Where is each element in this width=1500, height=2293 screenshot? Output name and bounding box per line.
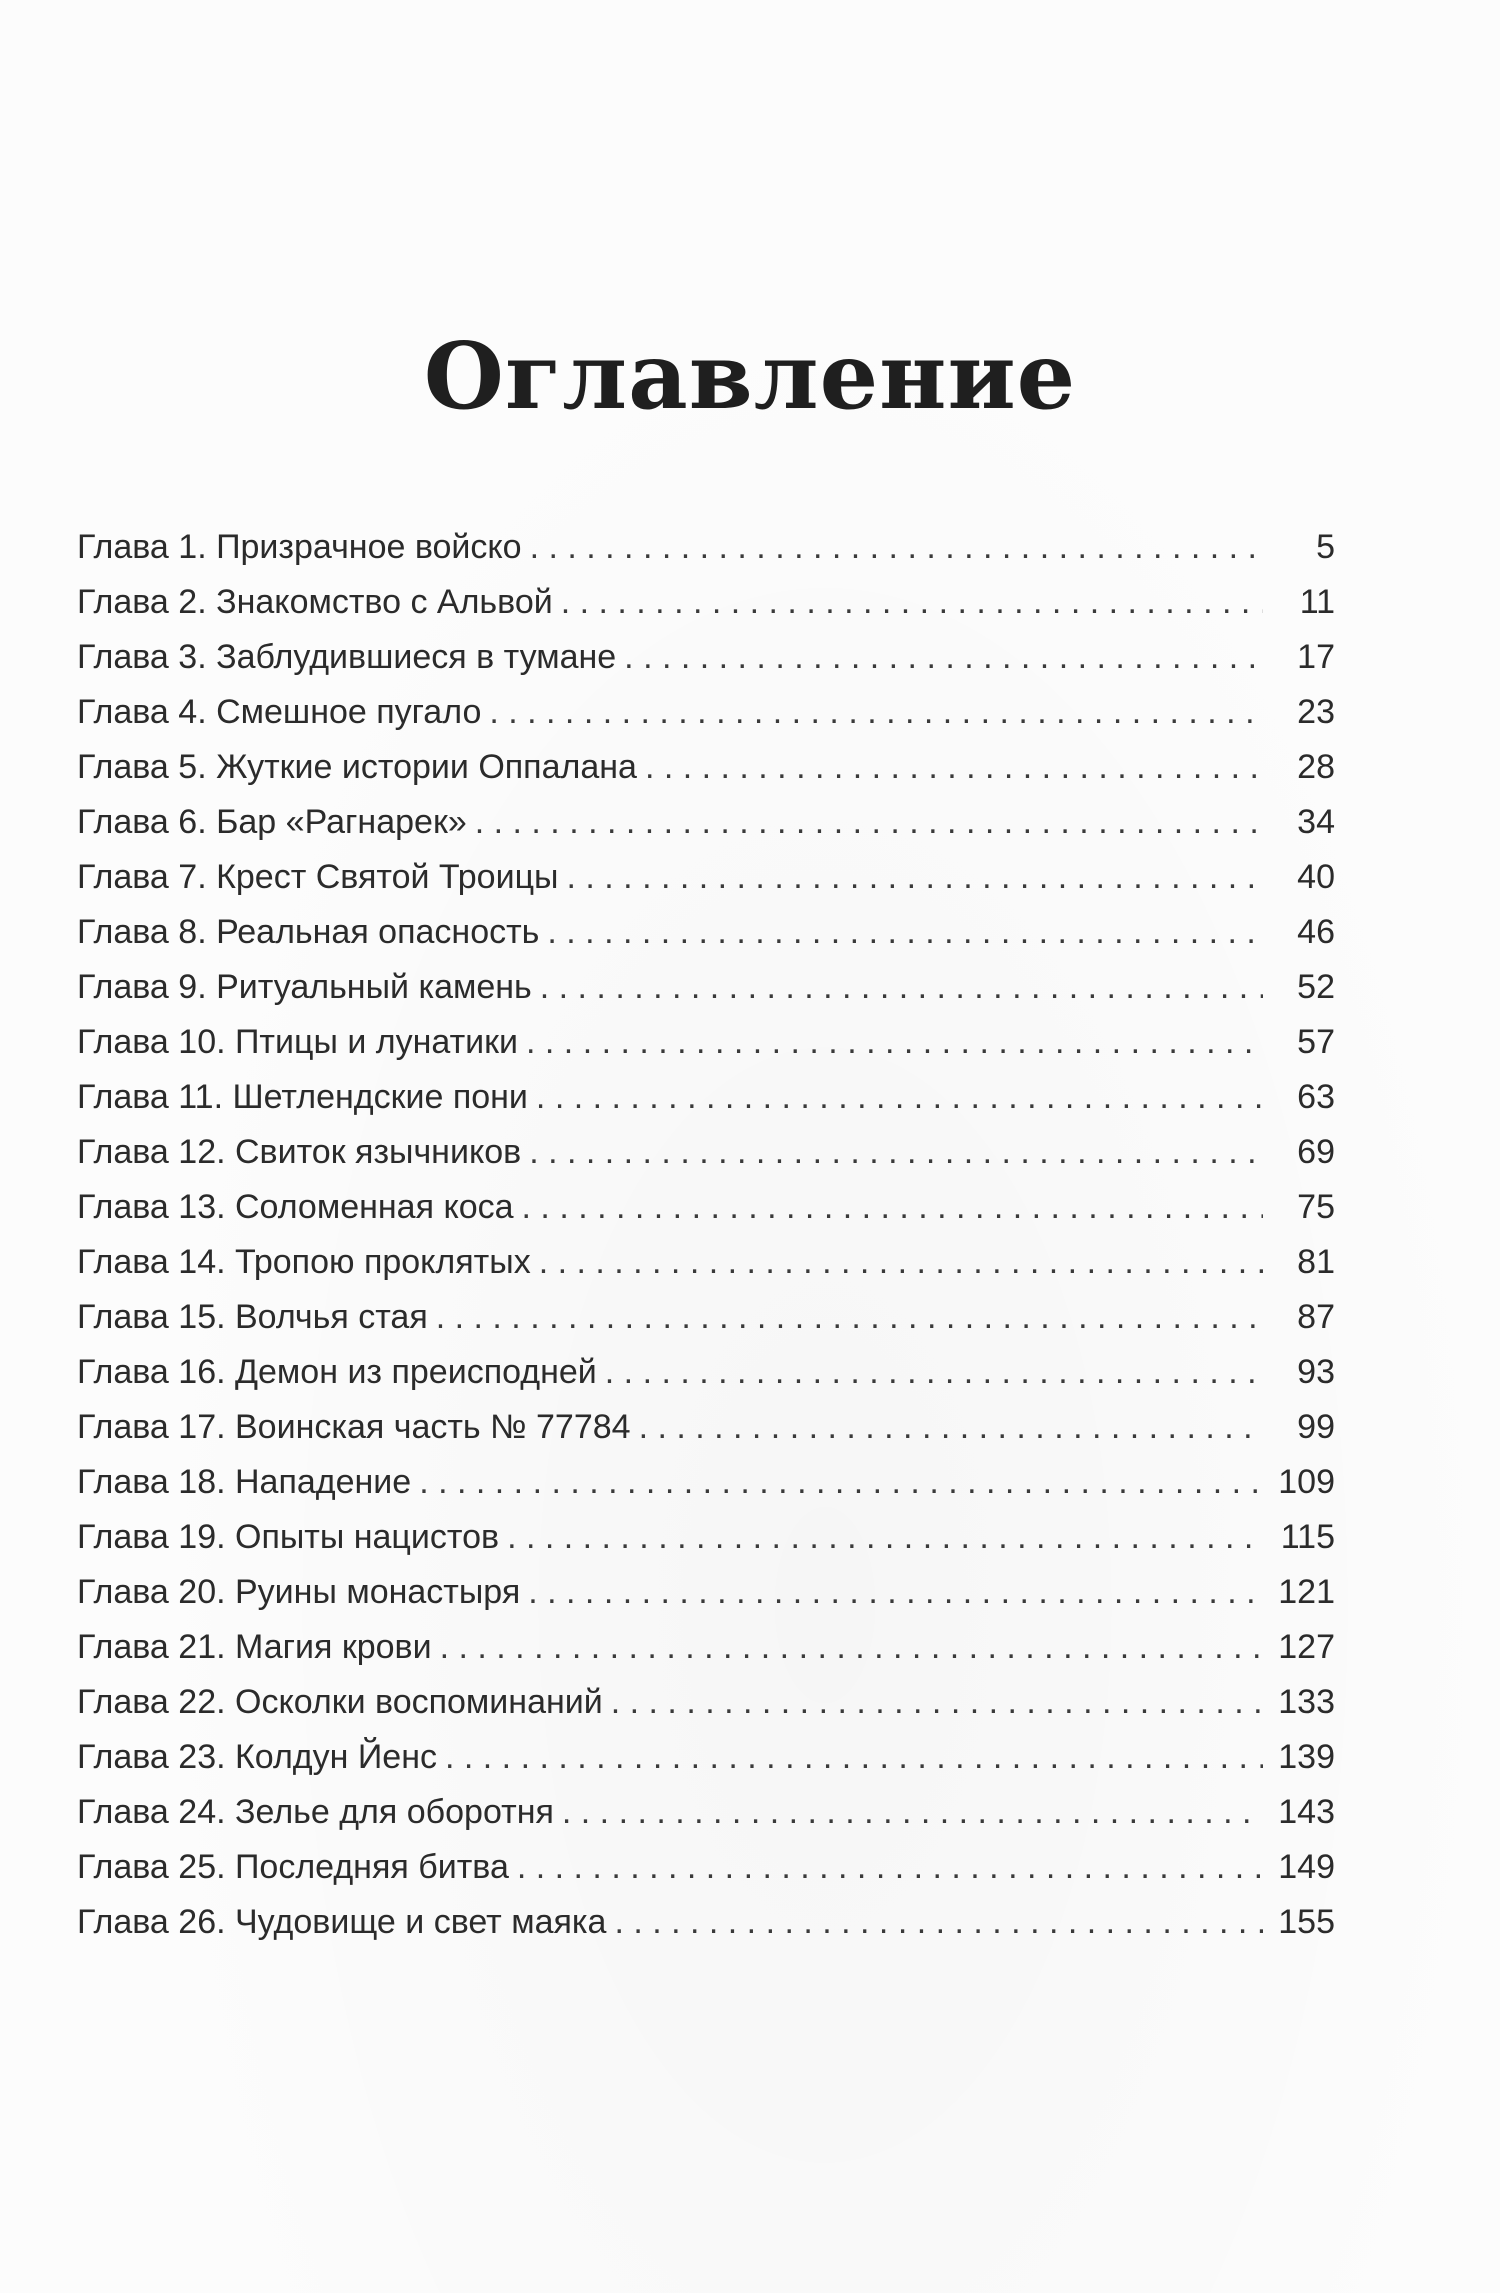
toc-dot-leader — [517, 1840, 1263, 1895]
toc-entry — [77, 1730, 1335, 1785]
toc-chapter-title: Глава 5. Жуткие истории Оппалана — [77, 748, 637, 786]
toc-chapter-title: Глава 4. Смешное пугало — [77, 693, 482, 731]
toc-dot-leader — [624, 630, 1263, 685]
toc-dot-leader — [547, 905, 1263, 960]
toc-entry — [77, 575, 1335, 630]
toc-page-number: 99 — [1297, 1408, 1335, 1446]
toc-entry — [77, 1180, 1335, 1235]
toc-dot-leader — [440, 1620, 1263, 1675]
toc-chapter-title: Глава 14. Тропою проклятых — [77, 1243, 531, 1281]
toc-page-number: 143 — [1278, 1793, 1335, 1831]
toc-chapter-title: Глава 13. Соломенная коса — [77, 1188, 514, 1226]
toc-page-number: 87 — [1297, 1298, 1335, 1336]
toc-page-number: 5 — [1316, 528, 1335, 566]
toc-entry — [77, 905, 1335, 960]
toc-chapter-title: Глава 22. Осколки воспоминаний — [77, 1683, 603, 1721]
toc-entry — [77, 1290, 1335, 1345]
toc-page-number: 28 — [1297, 748, 1335, 786]
toc-page-number: 46 — [1297, 913, 1335, 951]
toc-chapter-title: Глава 17. Воинская часть № 77784 — [77, 1408, 631, 1446]
toc-entry — [77, 520, 1335, 575]
toc-page-number: 133 — [1278, 1683, 1335, 1721]
toc-chapter-title: Глава 1. Призрачное войско — [77, 528, 522, 566]
toc-entry — [77, 1565, 1335, 1620]
toc-page-number: 121 — [1278, 1573, 1335, 1611]
toc-dot-leader — [529, 1125, 1263, 1180]
toc-page-number: 149 — [1278, 1848, 1335, 1886]
toc-page-number: 75 — [1297, 1188, 1335, 1226]
toc-dot-leader — [475, 795, 1263, 850]
toc-chapter-title: Глава 10. Птицы и лунатики — [77, 1023, 519, 1061]
toc-entry — [77, 1895, 1335, 1950]
toc-dot-leader — [540, 960, 1263, 1015]
toc-dot-leader — [562, 1785, 1263, 1840]
toc-chapter-title: Глава 12. Свиток язычников — [77, 1133, 522, 1171]
toc-page-number: 155 — [1278, 1903, 1335, 1941]
toc-entry — [77, 1070, 1335, 1125]
toc-page-number: 40 — [1297, 858, 1335, 896]
toc-dot-leader — [528, 1565, 1263, 1620]
toc-chapter-title: Глава 19. Опыты нацистов — [77, 1518, 500, 1556]
toc-dot-leader — [445, 1730, 1263, 1785]
toc-chapter-title: Глава 8. Реальная опасность — [77, 913, 540, 951]
toc-entry — [77, 1015, 1335, 1070]
toc-entry — [77, 960, 1335, 1015]
toc-entry — [77, 1620, 1335, 1675]
toc-chapter-title: Глава 20. Руины монастыря — [77, 1573, 521, 1611]
toc-chapter-title: Глава 21. Магия крови — [77, 1628, 432, 1666]
toc-dot-leader — [567, 850, 1264, 905]
toc-entry — [77, 1455, 1335, 1510]
toc-dot-leader — [436, 1290, 1263, 1345]
toc-entry — [77, 1235, 1335, 1290]
toc-chapter-title: Глава 7. Крест Святой Троицы — [77, 858, 559, 896]
toc-chapter-title: Глава 18. Нападение — [77, 1463, 412, 1501]
toc-page-number: 81 — [1297, 1243, 1335, 1281]
toc-page-number: 63 — [1297, 1078, 1335, 1116]
toc-dot-leader — [530, 520, 1263, 575]
toc-chapter-title: Глава 24. Зелье для оборотня — [77, 1793, 554, 1831]
toc-page-number: 57 — [1297, 1023, 1335, 1061]
toc-entry — [77, 1400, 1335, 1455]
toc-entry — [77, 630, 1335, 685]
toc-dot-leader — [561, 575, 1263, 630]
toc-entry — [77, 740, 1335, 795]
toc-entry — [77, 1510, 1335, 1565]
toc-dot-leader — [489, 685, 1263, 740]
toc-page-number: 34 — [1297, 803, 1335, 841]
toc-chapter-title: Глава 11. Шетлендские пони — [77, 1078, 528, 1116]
table-of-contents — [77, 520, 1335, 1950]
toc-entry — [77, 1125, 1335, 1180]
toc-page-number: 52 — [1297, 968, 1335, 1006]
toc-chapter-title: Глава 2. Знакомство с Альвой — [77, 583, 553, 621]
toc-dot-leader — [605, 1345, 1263, 1400]
toc-chapter-title: Глава 25. Последняя битва — [77, 1848, 509, 1886]
toc-entry — [77, 1840, 1335, 1895]
toc-dot-leader — [645, 740, 1263, 795]
toc-entry — [77, 1345, 1335, 1400]
toc-chapter-title: Глава 6. Бар «Рагнарек» — [77, 803, 467, 841]
page-title: Оглавление — [423, 321, 1077, 430]
toc-page-number: 127 — [1278, 1628, 1335, 1666]
toc-dot-leader — [536, 1070, 1263, 1125]
toc-page-number: 93 — [1297, 1353, 1335, 1391]
toc-page-number: 69 — [1297, 1133, 1335, 1171]
toc-dot-leader — [526, 1015, 1263, 1070]
toc-page-number: 109 — [1278, 1463, 1335, 1501]
toc-dot-leader — [522, 1180, 1263, 1235]
toc-page-number: 139 — [1278, 1738, 1335, 1776]
toc-chapter-title: Глава 15. Волчья стая — [77, 1298, 428, 1336]
toc-entry — [77, 685, 1335, 740]
toc-page-number: 23 — [1297, 693, 1335, 731]
toc-dot-leader — [639, 1400, 1263, 1455]
toc-page-number: 115 — [1280, 1518, 1335, 1556]
toc-chapter-title: Глава 3. Заблудившиеся в тумане — [77, 638, 617, 676]
toc-dot-leader — [614, 1895, 1263, 1950]
toc-dot-leader — [539, 1235, 1263, 1290]
toc-dot-leader — [611, 1675, 1263, 1730]
toc-dot-leader — [419, 1455, 1263, 1510]
toc-chapter-title: Глава 26. Чудовище и свет маяка — [77, 1903, 607, 1941]
toc-chapter-title: Глава 23. Колдун Йенс — [77, 1738, 437, 1776]
toc-entry — [77, 850, 1335, 905]
toc-chapter-title: Глава 9. Ритуальный камень — [77, 968, 532, 1006]
toc-entry — [77, 795, 1335, 850]
toc-dot-leader — [507, 1510, 1263, 1565]
toc-entry — [77, 1785, 1335, 1840]
toc-page-number: 11 — [1299, 583, 1335, 621]
toc-page-number: 17 — [1297, 638, 1335, 676]
toc-entry — [77, 1675, 1335, 1730]
toc-chapter-title: Глава 16. Демон из преисподней — [77, 1353, 597, 1391]
